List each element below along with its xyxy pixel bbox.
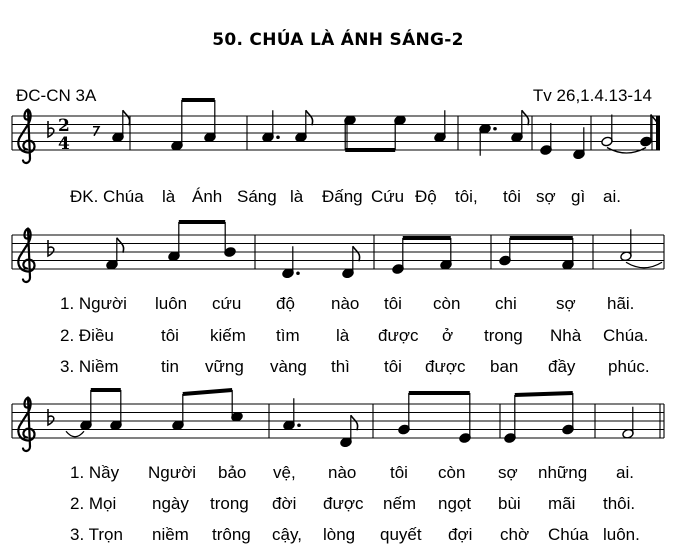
tie	[626, 262, 662, 268]
refrain-word: ai.	[603, 187, 621, 206]
verse-word: cậy,	[272, 525, 302, 544]
verse-word: là	[336, 326, 350, 345]
refrain-word: Sáng	[237, 187, 277, 206]
verse-word: 2. Mọi	[70, 494, 117, 513]
refrain-word: Ánh	[192, 187, 223, 206]
time-signature-top: 2	[58, 116, 70, 136]
verse-word: phúc.	[608, 357, 650, 376]
verse-word: sợ	[498, 463, 518, 482]
refrain-word: tôi,	[455, 187, 478, 206]
verse-word: quyết	[380, 525, 422, 544]
verse-word: thôi.	[603, 494, 636, 513]
verse-word: còn	[438, 463, 466, 482]
verse-word: ai.	[616, 463, 634, 482]
tie	[66, 431, 84, 437]
verse-word: Chúa.	[603, 326, 649, 345]
refrain-word: gì	[571, 187, 586, 206]
verse-word: bùi	[498, 494, 521, 513]
verse-word: ngày	[152, 494, 189, 513]
note-flag	[123, 110, 130, 125]
verse-word: nếm	[383, 494, 417, 513]
verse-word: được	[323, 494, 364, 513]
verse-word: nào	[328, 463, 357, 482]
verse-word: đời	[272, 494, 297, 513]
verse-word: đợi	[448, 525, 473, 544]
note-flag	[117, 238, 124, 253]
verse-word: còn	[433, 294, 461, 313]
note-dot	[296, 271, 300, 275]
verse-word: bảo	[218, 463, 247, 482]
verse-word: 1. Nầy	[70, 463, 120, 482]
verse-word: chờ	[500, 525, 530, 544]
verse-word: 1. Người	[60, 294, 127, 313]
verse-word: chi	[495, 294, 517, 313]
verse-word: niềm	[152, 525, 189, 544]
verse-word: vững	[205, 357, 244, 376]
verse-word: ban	[490, 357, 519, 376]
refrain-word: tôi	[503, 187, 521, 206]
verse-word: tin	[161, 357, 179, 376]
treble-clef-icon	[18, 229, 34, 282]
refrain-word: sợ	[536, 187, 556, 206]
verse-word: Người	[148, 463, 197, 482]
verse-word: vệ,	[273, 463, 296, 482]
verse-word: ngọt	[438, 494, 472, 513]
refrain-word: Độ	[415, 187, 437, 206]
verse-word: kiếm	[210, 326, 246, 345]
verse-word: ở	[442, 326, 454, 345]
verse-word: lòng	[323, 525, 356, 544]
note-dot	[493, 127, 497, 131]
verse-word: luôn	[155, 294, 188, 313]
note-beam	[183, 390, 232, 394]
note-flag	[351, 415, 358, 430]
verse-word: sợ	[556, 294, 576, 313]
note-flag	[353, 246, 360, 261]
refrain-word: ĐK. Chúa	[70, 187, 144, 206]
verse-word: trong	[484, 326, 523, 345]
verse-word: tôi	[161, 326, 179, 345]
refrain-word: là	[290, 187, 304, 206]
verse-word: trông	[212, 525, 251, 544]
note-flag	[306, 110, 313, 125]
psalm-reference: Tv 26,1.4.13-14	[532, 86, 652, 105]
treble-clef-icon	[18, 398, 34, 451]
verse-word: 3. Trọn	[70, 525, 123, 544]
verse-word: luôn.	[603, 525, 640, 544]
eighth-rest-icon	[93, 127, 99, 136]
verse-word: những	[538, 463, 588, 482]
note-beam	[515, 393, 573, 395]
note-flag	[522, 110, 529, 125]
verse-word: tôi	[384, 357, 402, 376]
verse-word: tôi	[384, 294, 402, 313]
verse-word: Nhà	[550, 326, 582, 345]
verse-word: Chúa	[548, 525, 589, 544]
key-flat-icon	[48, 240, 54, 256]
refrain-word: Đấng	[322, 187, 363, 206]
verse-word: mãi	[548, 494, 576, 513]
time-signature-bottom: 4	[58, 134, 70, 154]
verse-word: tôi	[390, 463, 408, 482]
verse-word: cứu	[212, 294, 242, 313]
verse-word: 2. Điều	[60, 326, 114, 345]
verse-word: độ	[276, 294, 295, 313]
verse-word: trong	[210, 494, 249, 513]
verse-word: đầy	[548, 357, 576, 376]
verse-word: 3. Niềm	[60, 357, 119, 376]
verse-word: nào	[331, 294, 360, 313]
refrain-word: Cứu	[371, 187, 405, 206]
key-flat-icon	[48, 409, 54, 425]
key-flat-icon	[48, 121, 54, 137]
refrain-word: là	[162, 187, 176, 206]
song-title: 50. CHÚA LÀ ÁNH SÁNG-2	[212, 30, 464, 50]
verse-word: hãi.	[607, 294, 635, 313]
verse-word: được	[425, 357, 466, 376]
liturgy-label: ĐC-CN 3A	[16, 86, 97, 105]
verse-word: được	[378, 326, 419, 345]
verse-word: vàng	[270, 357, 307, 376]
treble-clef-icon	[18, 110, 34, 163]
verse-word: thì	[331, 357, 350, 376]
note-dot	[276, 135, 280, 139]
note-dot	[297, 423, 301, 427]
verse-word: tìm	[276, 326, 300, 345]
